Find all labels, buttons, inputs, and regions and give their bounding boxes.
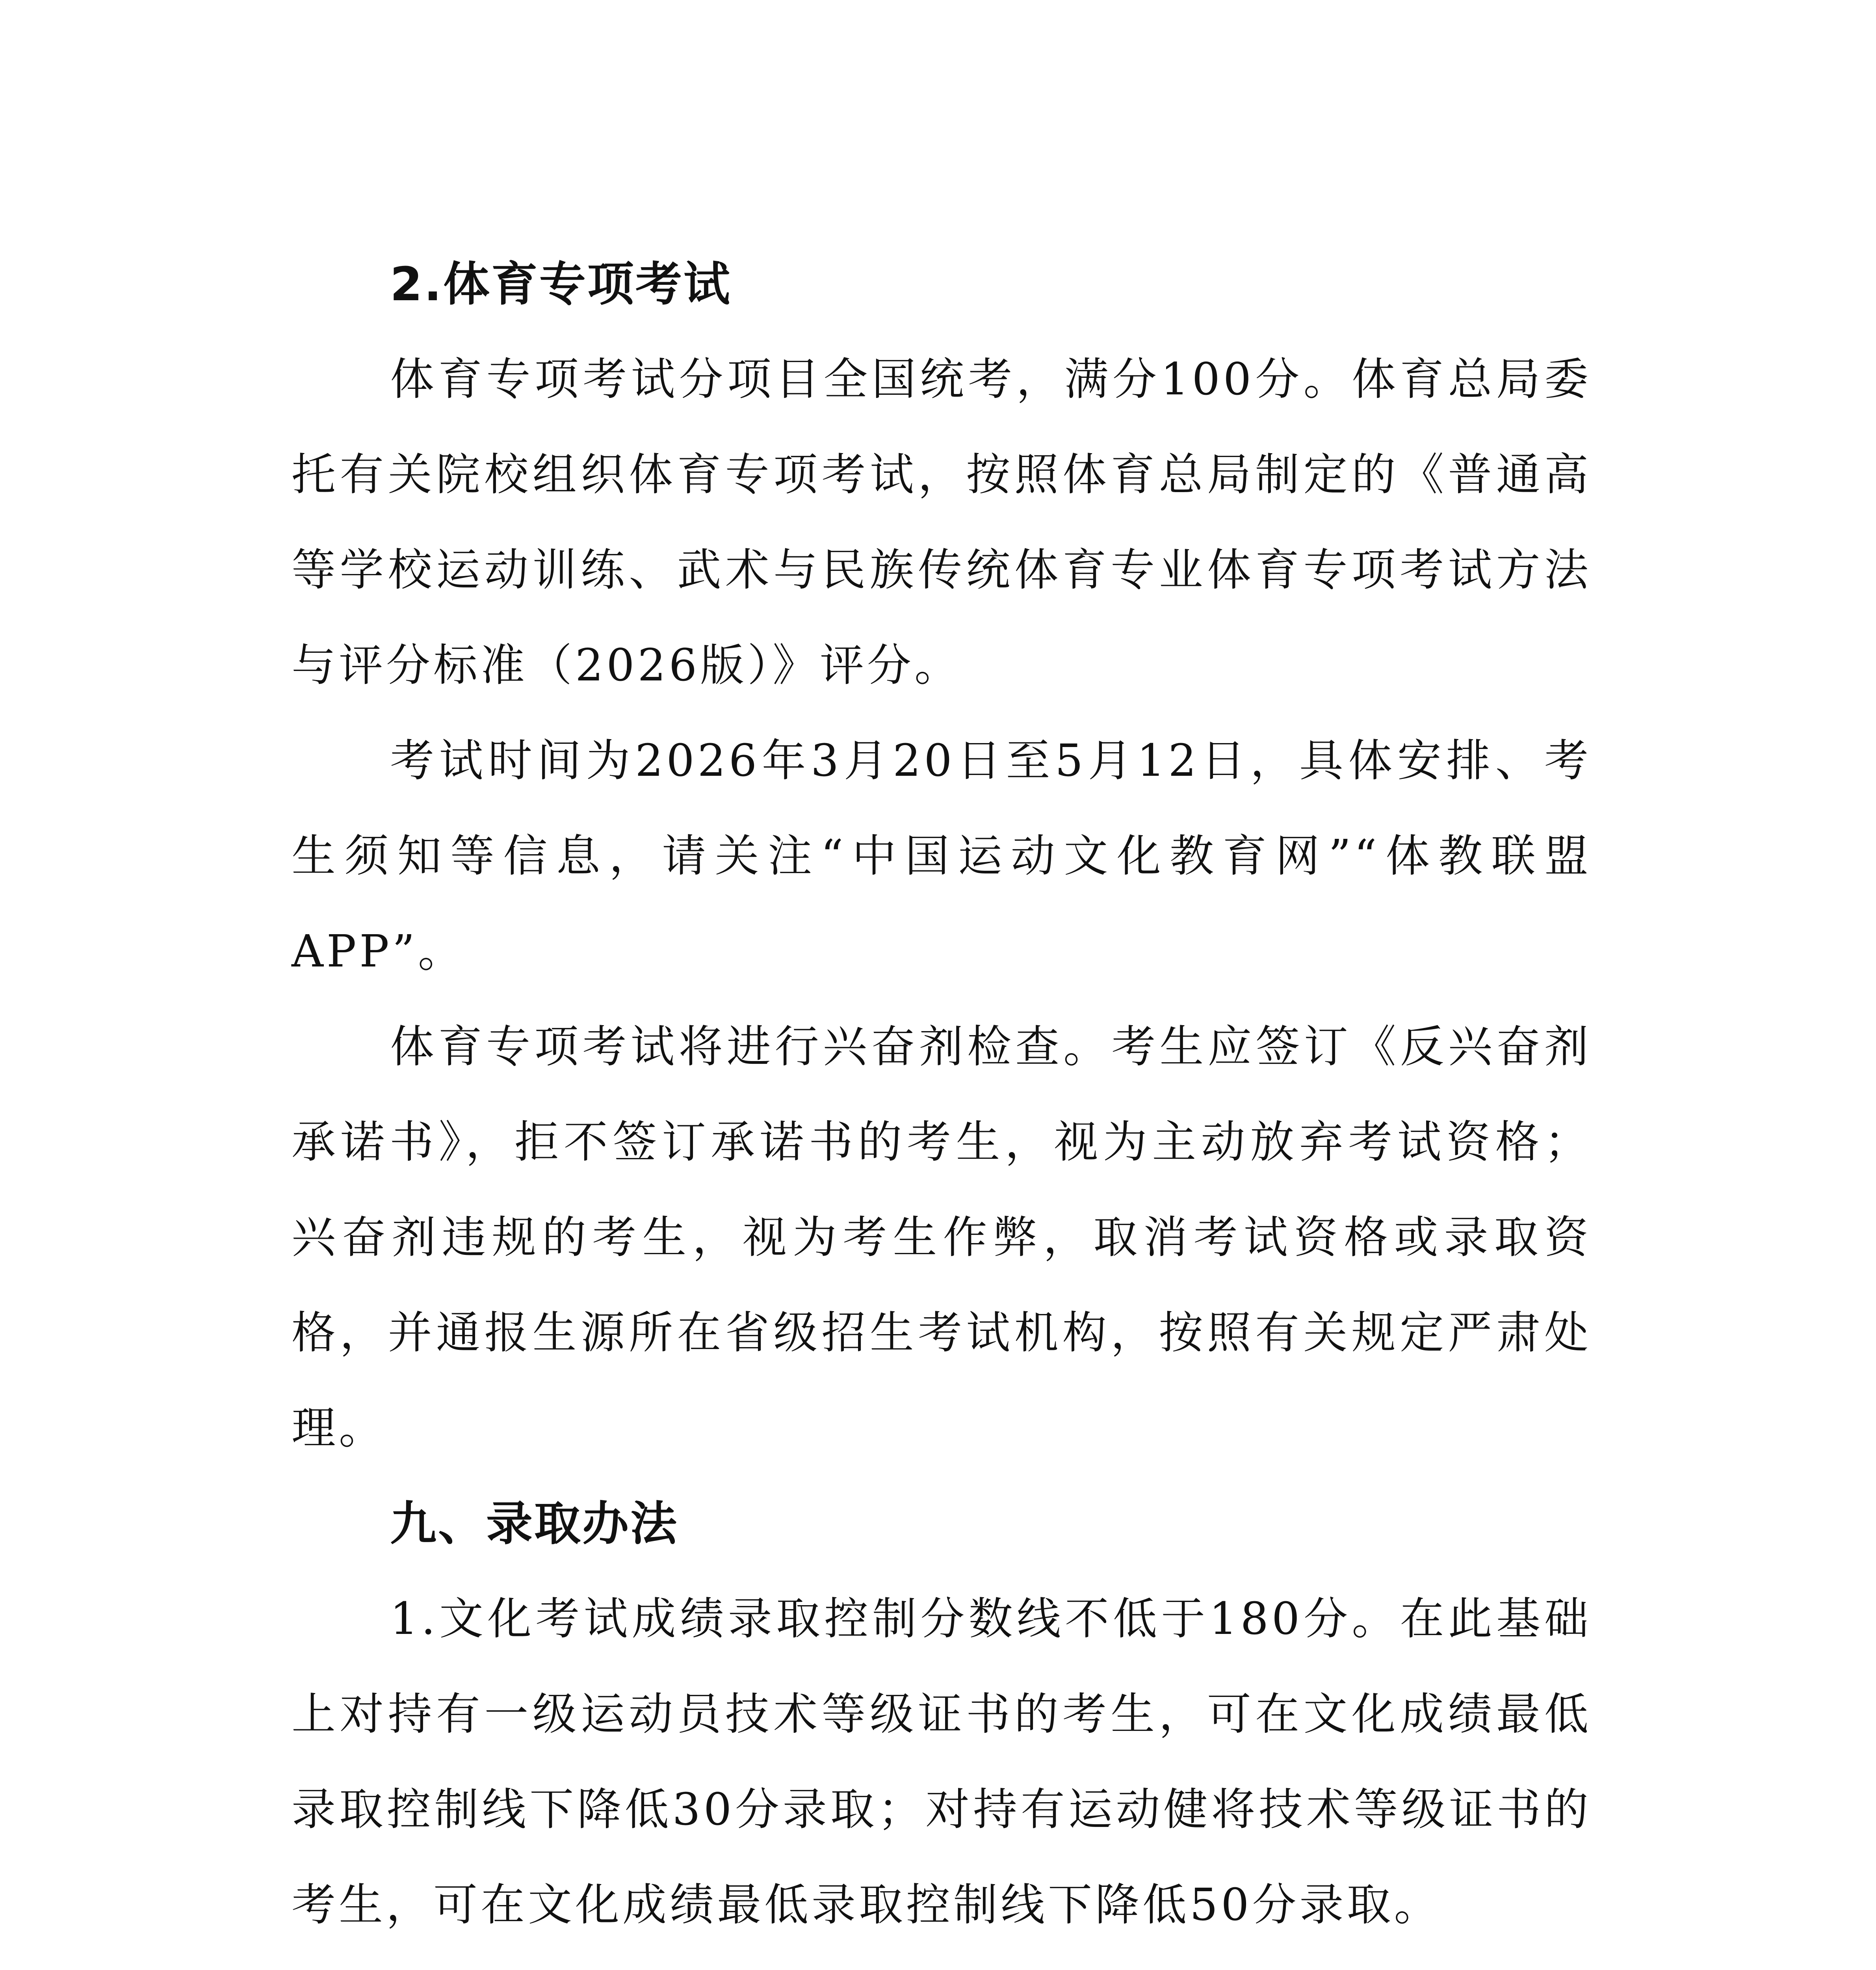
section-heading-admission: 九、录取办法 <box>390 1496 679 1551</box>
subheading-sport-exam: 2.体育专项考试 <box>390 257 732 311</box>
page-body <box>292 236 1592 1970</box>
paragraph-sport-score-line <box>292 1953 1592 1970</box>
paragraph-exam-overview: 体育专项考试分项目全国统考，满分100分。体育总局委托有关院校组织体育专项考试，按照体育总局制定的《普通高等学校运动训练、武术与民族传统体育专业体育专项考试方法与评分标准（2026版）》评分。 <box>292 354 1592 691</box>
paragraph-doping-check: 体育专项考试将进行兴奋剂检查。考生应签订《反兴奋剂承诺书》，拒不签订承诺书的考生，视为主动放弃考试资格；兴奋剂违规的考生，视为考生作弊，取消考试资格或录取资格，并通报生源所在省级招生考试机构，按照有关规定严肃处理。 <box>292 1021 1592 1454</box>
paragraph-culture-score-line: 1.文化考试成绩录取控制分数线不低于180分。在此基础上对持有一级运动员技术等级证书的考生，可在文化成绩最低录取控制线下降低30分录取；对持有运动健将技术等级证书的考生，可在文化成绩最低录取控制线下降低50分录取。 <box>292 1593 1592 1931</box>
paragraph-exam-schedule: 考试时间为2026年3月20日至5月12日，具体安排、考生须知等信息，请关注“中国运动文化教育网”“体教联盟APP”。 <box>292 735 1592 977</box>
